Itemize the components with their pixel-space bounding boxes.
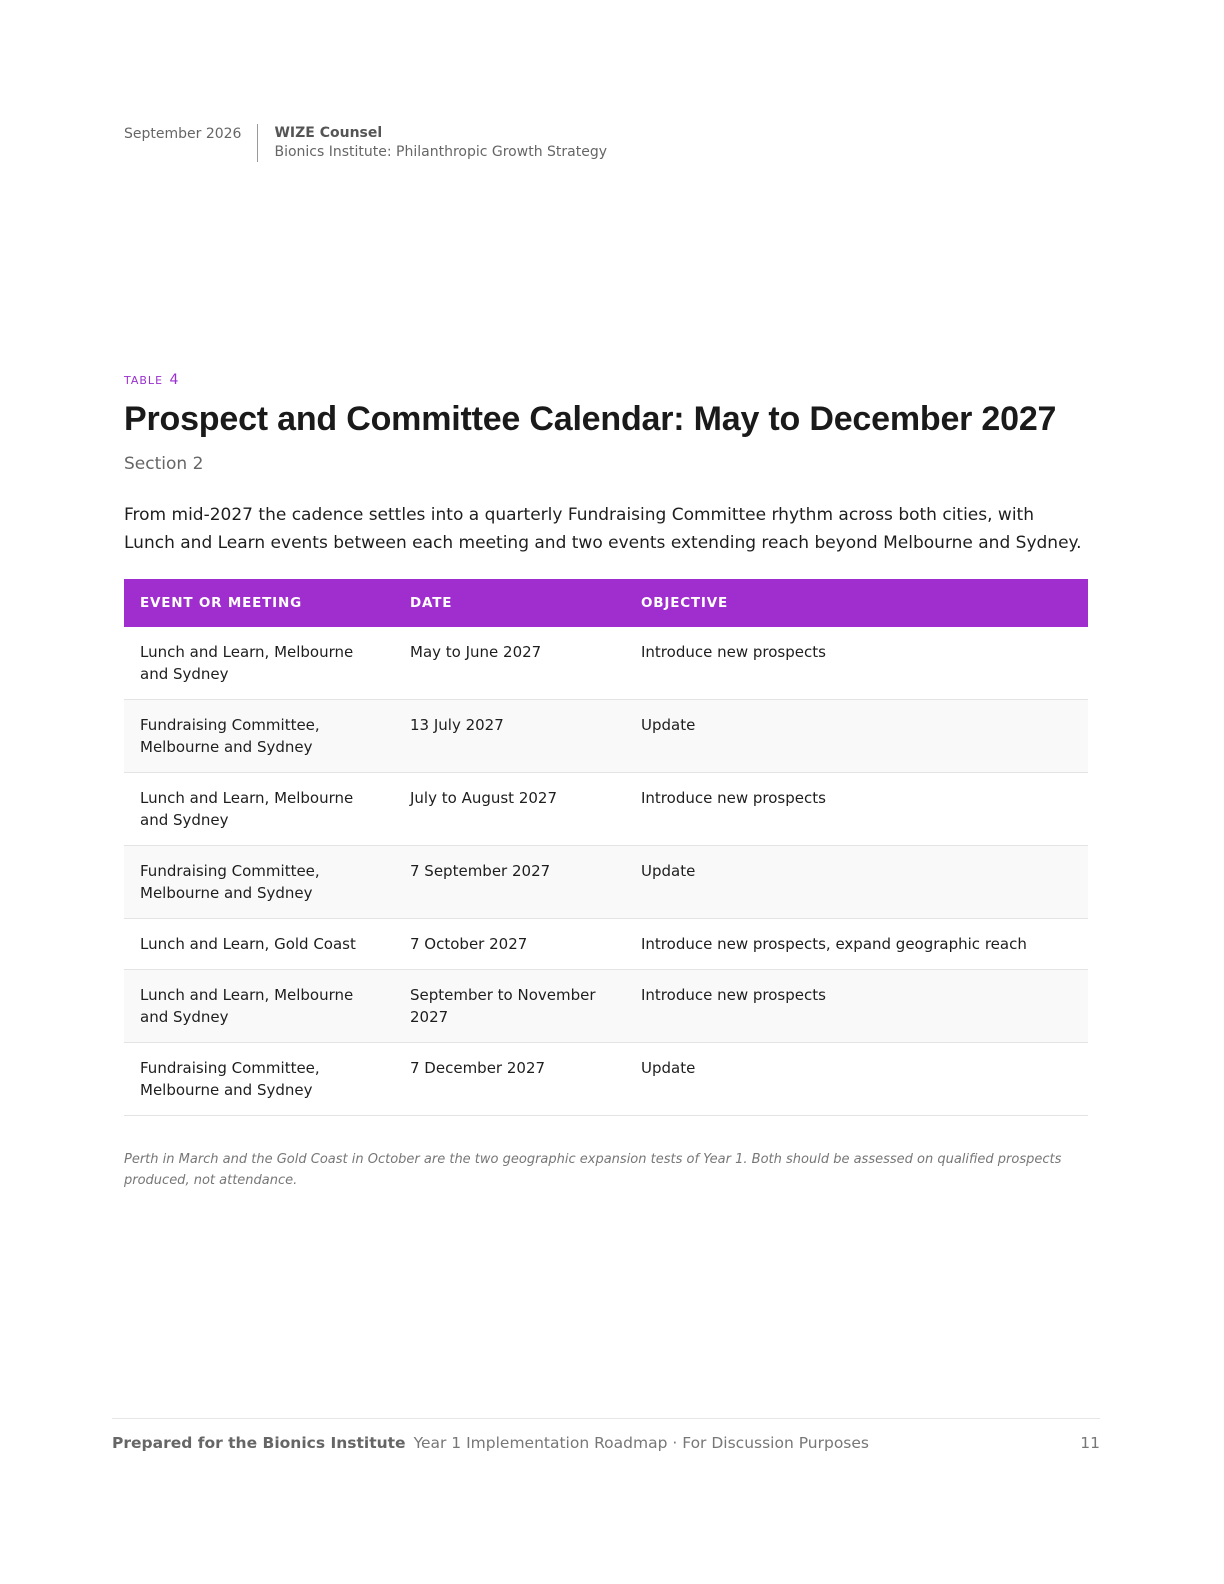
table-row (124, 627, 1088, 700)
cell-date: May to June 2027 (394, 627, 625, 700)
cell-date: 7 December 2027 (394, 1043, 625, 1116)
column-header-objective: OBJECTIVE (625, 579, 1088, 627)
page-footer (112, 1432, 1100, 1454)
cell-objective: Update (625, 1043, 1088, 1116)
cell-objective: Introduce new prospects (625, 773, 1088, 846)
page-title: Prospect and Committee Calendar: May to December 2027 (124, 400, 1057, 438)
header-org-name: WIZE Counsel (274, 125, 383, 141)
table-label-number: 4 (169, 372, 179, 388)
cell-date: September to November 2027 (394, 970, 625, 1043)
cell-date: 13 July 2027 (394, 700, 625, 773)
cell-date: 7 September 2027 (394, 846, 625, 919)
table-header-row (124, 579, 1088, 627)
section-label: Section 2 (124, 454, 204, 474)
header-date: September 2026 (124, 126, 242, 142)
header-org-subtitle: Bionics Institute: Philanthropic Growth Strategy (274, 144, 607, 160)
footer-divider (112, 1418, 1100, 1419)
cell-event: Lunch and Learn, Melbourne and Sydney (124, 627, 394, 700)
cell-event: Fundraising Committee, Melbourne and Sydney (124, 1043, 394, 1116)
table-row (124, 700, 1088, 773)
table-row (124, 773, 1088, 846)
calendar-table (124, 579, 1088, 1116)
cell-objective: Introduce new prospects, expand geographic reach (625, 919, 1088, 970)
cell-event: Lunch and Learn, Gold Coast (124, 919, 394, 970)
table-footnote: Perth in March and the Gold Coast in October are the two geographic expansion tests of Year 1. Both should be assessed on qualified prospects produced, not attendance. (124, 1152, 1062, 1188)
table-row (124, 970, 1088, 1043)
table-row (124, 1043, 1088, 1116)
page-number: 11 (1080, 1434, 1100, 1452)
cell-objective: Introduce new prospects (625, 627, 1088, 700)
table-label (124, 372, 178, 389)
cell-event: Fundraising Committee, Melbourne and Sydney (124, 846, 394, 919)
table-row (124, 846, 1088, 919)
cell-objective: Introduce new prospects (625, 970, 1088, 1043)
cell-event: Lunch and Learn, Melbourne and Sydney (124, 773, 394, 846)
intro-paragraph: From mid-2027 the cadence settles into a quarterly Fundraising Committee rhythm across both cities, with Lunch and Learn events between each meeting and two events extending reach beyond Melbourne and Sydney. (124, 505, 1082, 553)
table-row (124, 919, 1088, 970)
cell-event: Lunch and Learn, Melbourne and Sydney (124, 970, 394, 1043)
cell-event: Fundraising Committee, Melbourne and Sydney (124, 700, 394, 773)
footer-prepared-for: Prepared for the Bionics Institute (112, 1434, 406, 1452)
cell-objective: Update (625, 846, 1088, 919)
cell-date: July to August 2027 (394, 773, 625, 846)
footer-subtitle: Year 1 Implementation Roadmap · For Discussion Purposes (413, 1434, 869, 1452)
cell-date: 7 October 2027 (394, 919, 625, 970)
page-header (124, 124, 607, 162)
column-header-date: DATE (394, 579, 625, 627)
table-label-prefix: TABLE (124, 374, 164, 387)
cell-objective: Update (625, 700, 1088, 773)
column-header-event: EVENT OR MEETING (124, 579, 394, 627)
header-org (258, 124, 607, 162)
